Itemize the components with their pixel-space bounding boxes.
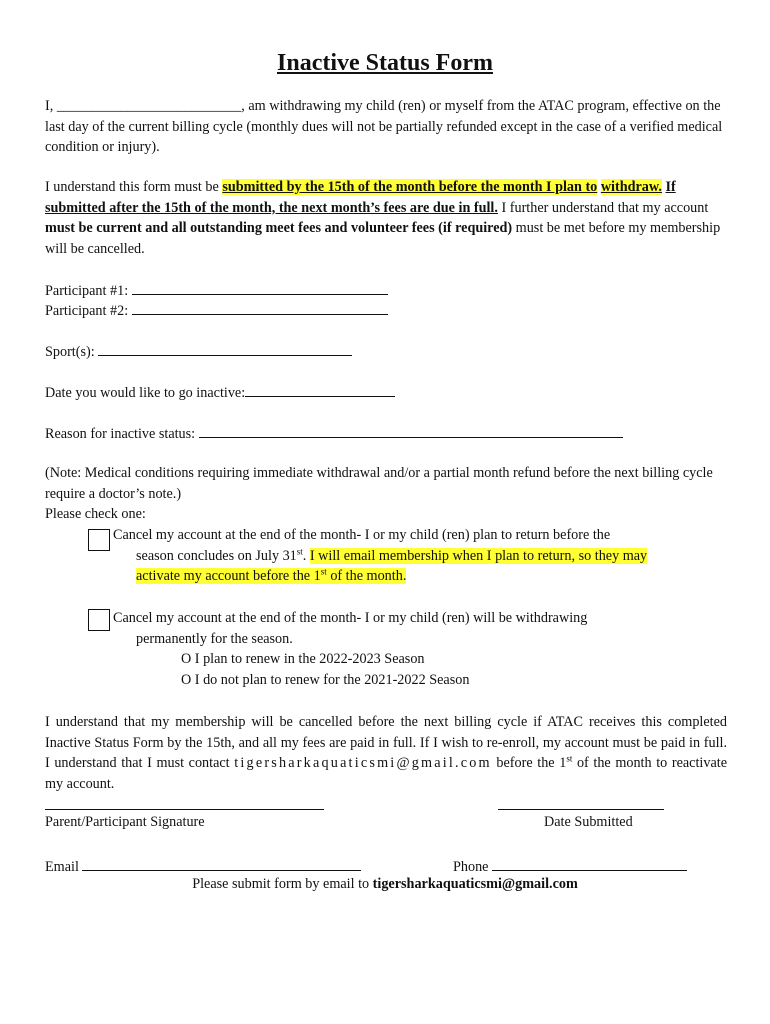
- participant1-row: [45, 280, 388, 300]
- date-submitted-line[interactable]: [498, 795, 664, 810]
- option1-highlight-sup: st: [320, 566, 327, 577]
- phone-row: [453, 856, 687, 876]
- option2-line2: permanently for the season.: [136, 631, 293, 647]
- closing-paragraph: [45, 712, 727, 794]
- reason-row: [45, 423, 623, 443]
- option2-line1: Cancel my account at the end of the month- I or my child (ren) will be withdrawing: [113, 610, 588, 626]
- name-blank[interactable]: __________________________: [56, 98, 242, 114]
- contact-email: tigersharkaquaticsmi@gmail.com: [234, 755, 492, 771]
- option1-line2-end: .: [302, 548, 310, 564]
- closing-text-3: of the month to reactivate my account.: [45, 755, 727, 792]
- participant2-row: [45, 300, 388, 320]
- email-field[interactable]: [82, 856, 361, 871]
- sports-field[interactable]: [98, 341, 352, 356]
- phone-field[interactable]: [492, 856, 687, 871]
- submit-instructions: [0, 876, 770, 893]
- option2-checkbox[interactable]: [88, 609, 110, 631]
- outstanding-fees-notice: must be current and all outstanding meet fees and volunteer fees (if required): [45, 220, 513, 236]
- date-inactive-field[interactable]: [245, 382, 395, 397]
- option1-highlight-1: I will email membership when I plan to return, so they may: [309, 548, 648, 564]
- submit-text: Please submit form by email to: [192, 876, 373, 892]
- submit-email-link[interactable]: tigersharkaquaticsmi@gmail.com: [372, 876, 578, 892]
- understand-text-3: must be met before my membership will be cancelled.: [45, 220, 721, 257]
- deadline-highlight-2: withdraw.: [600, 179, 662, 195]
- renew-option[interactable]: O I plan to renew in the 2022-2023 Season: [181, 651, 425, 667]
- participant1-label: Participant #1:: [45, 283, 129, 299]
- email-row: [45, 856, 361, 876]
- sports-row: [45, 341, 352, 361]
- option1-highlight-2: activate my account before the 1: [136, 568, 321, 584]
- understand-text-1: I understand this form must be: [45, 179, 223, 195]
- date-inactive-row: [45, 382, 395, 402]
- participant2-field[interactable]: [132, 300, 388, 315]
- intro-text: , am withdrawing my child (ren) or myself from the ATAC program, effective on the last day of the current billing cycle (monthly dues will not be partially refunded except in the case of a verified medical condition or injury).: [45, 98, 723, 155]
- no-renew-option[interactable]: O I do not plan to renew for the 2021-2022 Season: [181, 672, 470, 688]
- option1-line1: Cancel my account at the end of the month- I or my child (ren) plan to return before the: [113, 527, 611, 543]
- phone-label: Phone: [453, 859, 489, 875]
- understand-text-2: I further understand that my account: [497, 199, 709, 216]
- signature-label: Parent/Participant Signature: [45, 814, 205, 830]
- option1-line3: [136, 568, 406, 585]
- sports-label: Sport(s):: [45, 344, 95, 360]
- closing-text-1: I understand that my membership will be cancelled before the next billing cycle if ATAC receives this completed Inactive Status Form by the 15th, and all my fees are paid in full. If I wish to re-enroll, my account must be paid in full. I understand that I must contact: [45, 714, 727, 771]
- note-text: (Note: Medical conditions requiring immediate withdrawal and/or a partial month refund before the next billing cycle require a doctor’s note.): [45, 465, 713, 502]
- page-title: Inactive Status Form: [277, 50, 493, 76]
- option1-line2-text: season concludes on July 31: [136, 548, 297, 564]
- fees-due-notice: If submitted after the 15th of the month, the next month’s fees are due in full.: [45, 179, 676, 216]
- option1-line2: [136, 548, 647, 565]
- date-inactive-label: Date you would like to go inactive:: [45, 385, 246, 401]
- option1-sup: st: [296, 546, 303, 557]
- closing-text-2: before the 1: [491, 755, 567, 771]
- understand-paragraph: [45, 177, 727, 259]
- reason-label: Reason for inactive status:: [45, 426, 196, 442]
- option1-highlight-end: of the month.: [326, 568, 407, 584]
- email-label: Email: [45, 859, 79, 875]
- date-submitted-label: Date Submitted: [544, 814, 633, 830]
- reason-field[interactable]: [199, 423, 623, 438]
- check-one-label: Please check one:: [45, 506, 146, 522]
- option1-checkbox[interactable]: [88, 529, 110, 551]
- deadline-highlight-1: submitted by the 15th of the month before the month I plan to: [222, 179, 598, 195]
- closing-sup: st: [566, 753, 573, 764]
- intro-paragraph: [45, 96, 727, 158]
- signature-line[interactable]: [45, 795, 324, 810]
- participant1-field[interactable]: [132, 280, 388, 295]
- intro-prefix: I,: [45, 98, 54, 114]
- participant2-label: Participant #2:: [45, 303, 129, 319]
